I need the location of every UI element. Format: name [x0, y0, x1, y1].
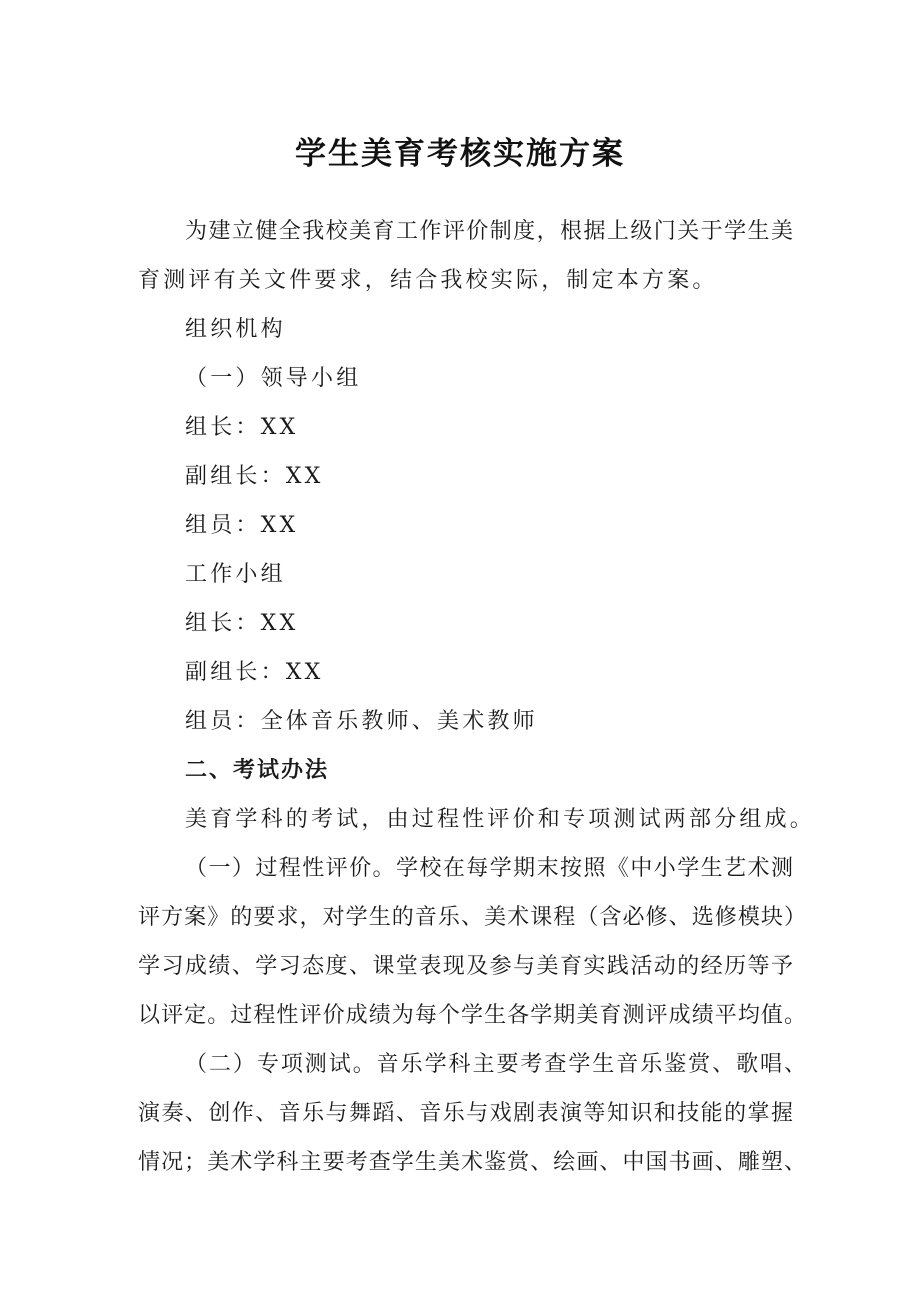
process-eval-line-1: （一）过程性评价。学校在每学期末按照《中小学生艺术测	[185, 856, 793, 881]
work-group-members: 组员：全体音乐教师、美术教师	[185, 709, 538, 734]
exam-heading: 二、考试办法	[185, 758, 330, 783]
document-title: 学生美育考核实施方案	[295, 136, 625, 172]
leader-group-deputy: 副组长：XX	[185, 464, 324, 489]
exam-intro: 美育学科的考试，由过程性评价和专项测试两部分组成。	[185, 807, 816, 832]
process-eval-line-2: 评方案》的要求，对学生的音乐、美术课程（含必修、选修模块）	[138, 905, 806, 930]
work-group-leader: 组长：XX	[185, 611, 299, 636]
leader-group-heading: （一）领导小组	[185, 366, 362, 391]
leader-group-leader: 组长：XX	[185, 415, 299, 440]
special-test-line-1: （二）专项测试。音乐学科主要考查学生音乐鉴赏、歌唱、	[185, 1052, 806, 1077]
process-eval-line-3: 学习成绩、学习态度、课堂表现及参与美育实践活动的经历等予	[138, 954, 793, 979]
intro-line-1: 为建立健全我校美育工作评价制度，根据上级门关于学生美	[185, 219, 793, 244]
leader-group-members: 组员：XX	[185, 513, 299, 538]
org-heading: 组织机构	[185, 317, 286, 342]
work-group-deputy: 副组长：XX	[185, 660, 324, 685]
special-test-line-2: 演奏、创作、音乐与舞蹈、音乐与戏剧表演等知识和技能的掌握	[138, 1101, 793, 1126]
special-test-line-3: 情况；美术学科主要考查学生美术鉴赏、绘画、中国书画、雕塑、	[138, 1150, 806, 1175]
work-group-heading: 工作小组	[185, 562, 286, 587]
intro-line-2: 育测评有关文件要求，结合我校实际，制定本方案。	[138, 268, 718, 293]
process-eval-line-4: 以评定。过程性评价成绩为每个学生各学期美育测评成绩平均值。	[138, 1003, 806, 1028]
